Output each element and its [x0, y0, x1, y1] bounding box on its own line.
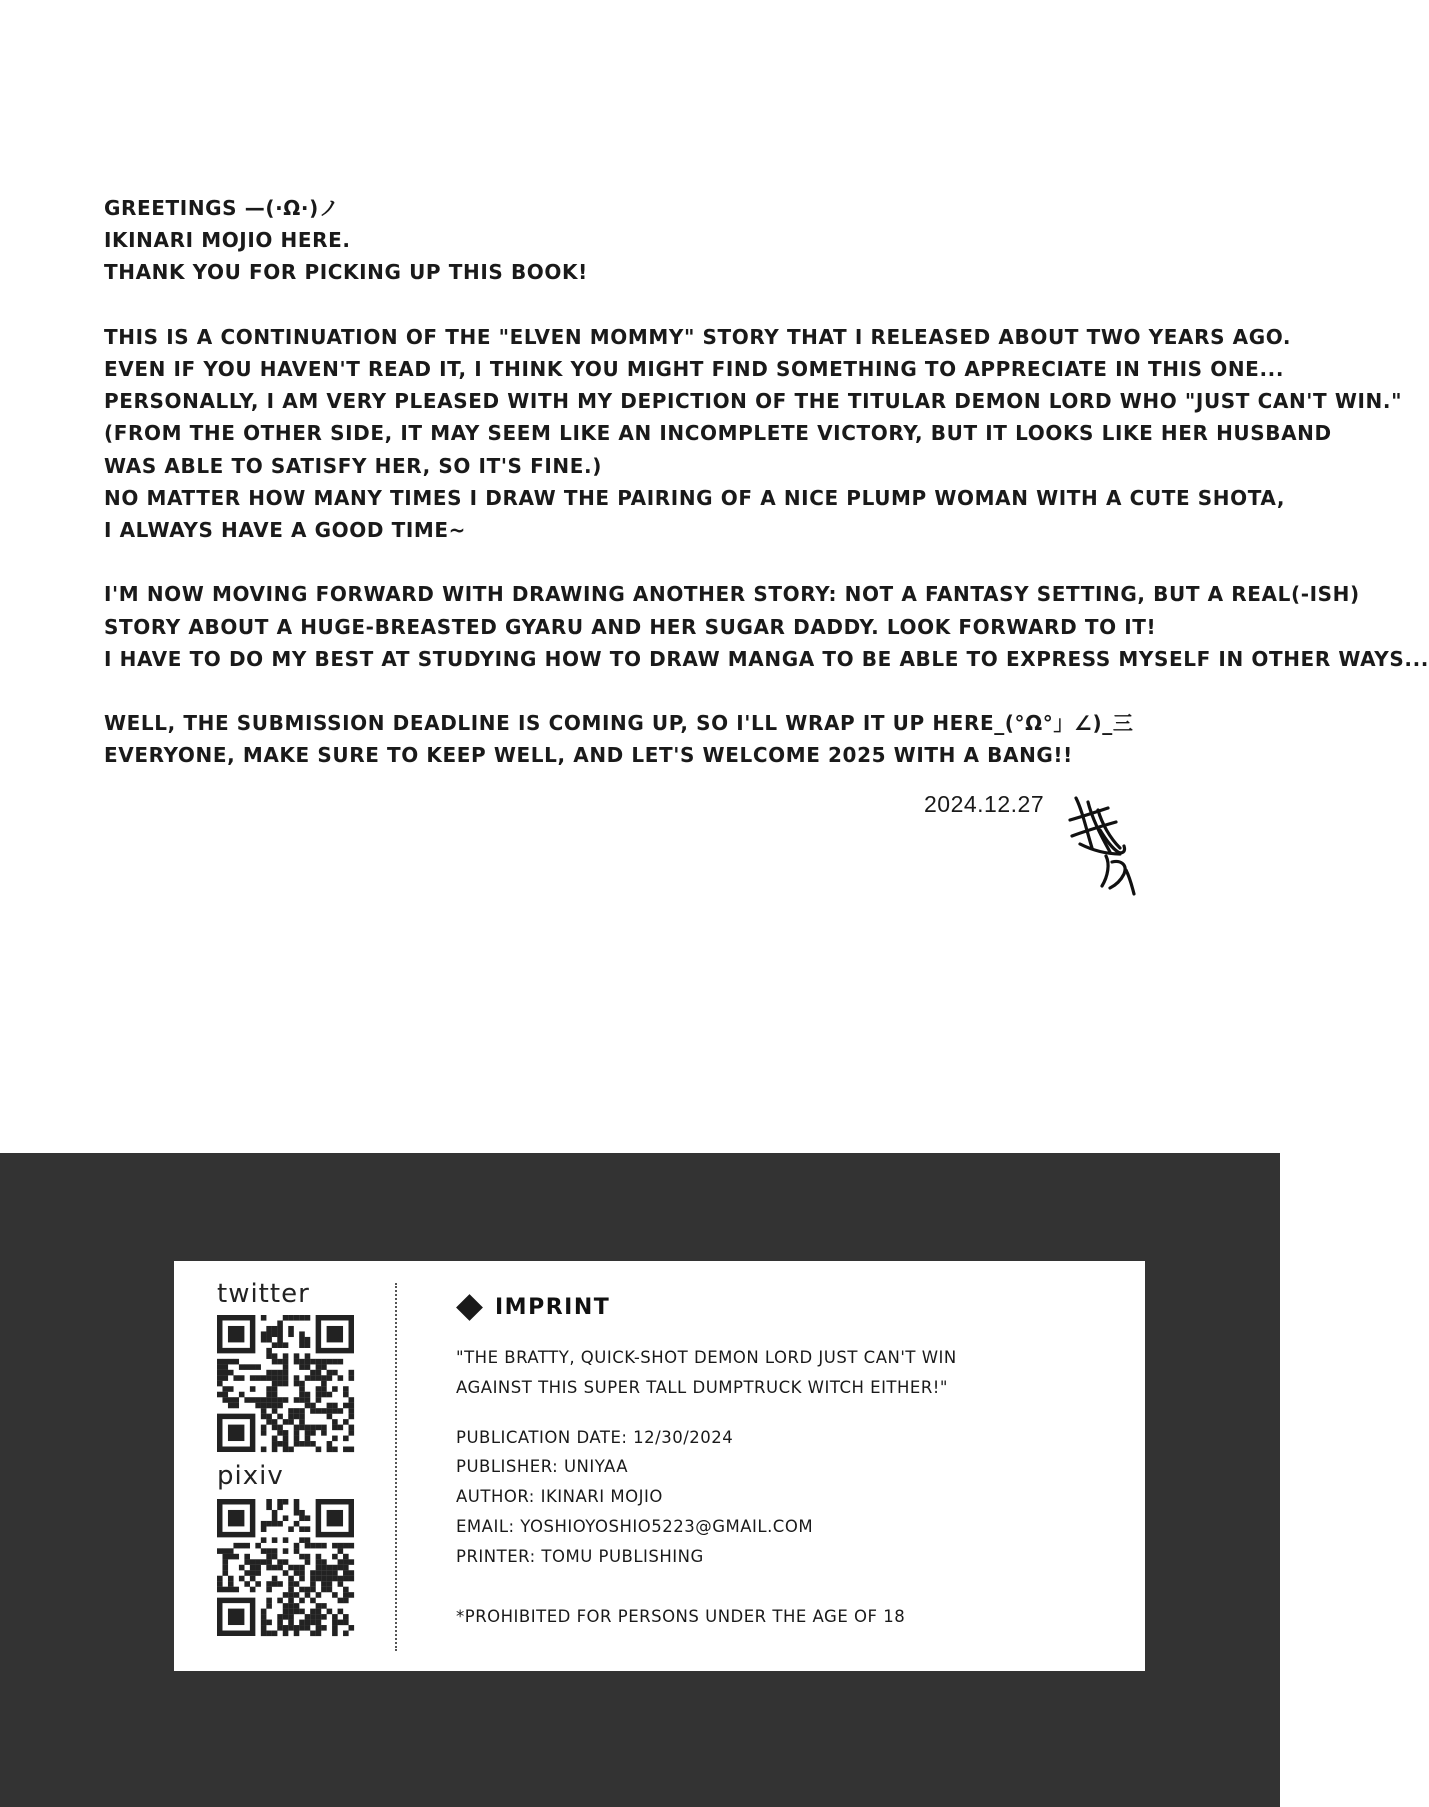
- afterword-line: IKINARI MOJIO HERE.: [104, 228, 351, 253]
- afterword-line: THANK YOU FOR PICKING UP THIS BOOK!: [104, 260, 588, 285]
- afterword-line: I ALWAYS HAVE A GOOD TIME~: [104, 518, 467, 543]
- afterword-line: THIS IS A CONTINUATION OF THE "ELVEN MOMMY" STORY THAT I RELEASED ABOUT TWO YEARS AGO.: [104, 324, 1292, 349]
- qr-label-twitter: twitter: [217, 1279, 310, 1309]
- imprint-heading-text: IMPRINT: [495, 1295, 611, 1320]
- twitter-qr-code-icon[interactable]: [217, 1315, 354, 1452]
- afterword-line: EVERYONE, MAKE SURE TO KEEP WELL, AND LET'S WELCOME 2025 WITH A BANG!!: [104, 743, 1073, 768]
- afterword: [104, 192, 1429, 804]
- afterword-paragraph-next-work: [104, 578, 1429, 675]
- afterword-line: (FROM THE OTHER SIDE, IT MAY SEEM LIKE AN INCOMPLETE VICTORY, BUT IT LOOKS LIKE HER HUSBAND: [104, 421, 1332, 446]
- afterword-line: EVEN IF YOU HAVEN'T READ IT, I THINK YOU MIGHT FIND SOMETHING TO APPRECIATE IN THIS ONE...: [104, 357, 1285, 381]
- email[interactable]: EMAIL: YOSHIOYOSHIO5223@GMAIL.COM: [456, 1516, 814, 1536]
- pixiv-qr-code-icon[interactable]: [217, 1499, 354, 1636]
- afterword-line: WAS ABLE TO SATISFY HER, SO IT'S FINE.): [104, 453, 602, 478]
- age-restriction-notice: *PROHIBITED FOR PERSONS UNDER THE AGE OF 18: [456, 1606, 906, 1626]
- afterword-paragraph-closing: [104, 707, 1204, 771]
- afterword-line: I HAVE TO DO MY BEST AT STUDYING HOW TO DRAW MANGA TO BE ABLE TO EXPRESS MYSELF IN OTHER WAYS...: [104, 646, 1429, 671]
- printer: PRINTER: TOMU PUBLISHING: [456, 1546, 704, 1566]
- afterword-line: STORY ABOUT A HUGE-BREASTED GYARU AND HER SUGAR DADDY. LOOK FORWARD TO IT!: [104, 614, 1157, 639]
- afterword-line: WELL, THE SUBMISSION DEADLINE IS COMING UP, SO I'LL WRAP IT UP HERE_(°Ω°」∠)_三: [104, 711, 1134, 736]
- imprint-heading: [456, 1295, 610, 1320]
- book-title-line: AGAINST THIS SUPER TALL DUMPTRUCK WITCH EITHER!": [456, 1377, 949, 1397]
- publisher: PUBLISHER: UNIYAA: [456, 1457, 629, 1477]
- afterword-date: 2024.12.27: [924, 791, 1045, 817]
- dotted-divider: [395, 1283, 397, 1651]
- imprint-body: [456, 1343, 1126, 1631]
- afterword-paragraph-greeting: [104, 192, 1204, 289]
- diamond-icon: [456, 1294, 483, 1321]
- afterword-line: GREETINGS —(·Ω·)ノ: [104, 196, 340, 220]
- qr-label-pixiv: pixiv: [217, 1461, 284, 1491]
- imprint-card: [174, 1261, 1145, 1671]
- publication-date: PUBLICATION DATE: 12/30/2024: [456, 1427, 734, 1447]
- afterword-line: NO MATTER HOW MANY TIMES I DRAW THE PAIRING OF A NICE PLUMP WOMAN WITH A CUTE SHOTA,: [104, 485, 1286, 510]
- handwritten-signature-icon: [1062, 790, 1142, 900]
- afterword-paragraph-story: [104, 321, 1403, 546]
- afterword-line: PERSONALLY, I AM VERY PLEASED WITH MY DEPICTION OF THE TITULAR DEMON LORD WHO "JUST CAN'T WIN.": [104, 389, 1403, 414]
- afterword-line: I'M NOW MOVING FORWARD WITH DRAWING ANOTHER STORY: NOT A FANTASY SETTING, BUT A REAL(-ISH): [104, 582, 1360, 607]
- author: AUTHOR: IKINARI MOJIO: [456, 1487, 663, 1507]
- book-title-line: "THE BRATTY, QUICK-SHOT DEMON LORD JUST CAN'T WIN: [456, 1348, 957, 1367]
